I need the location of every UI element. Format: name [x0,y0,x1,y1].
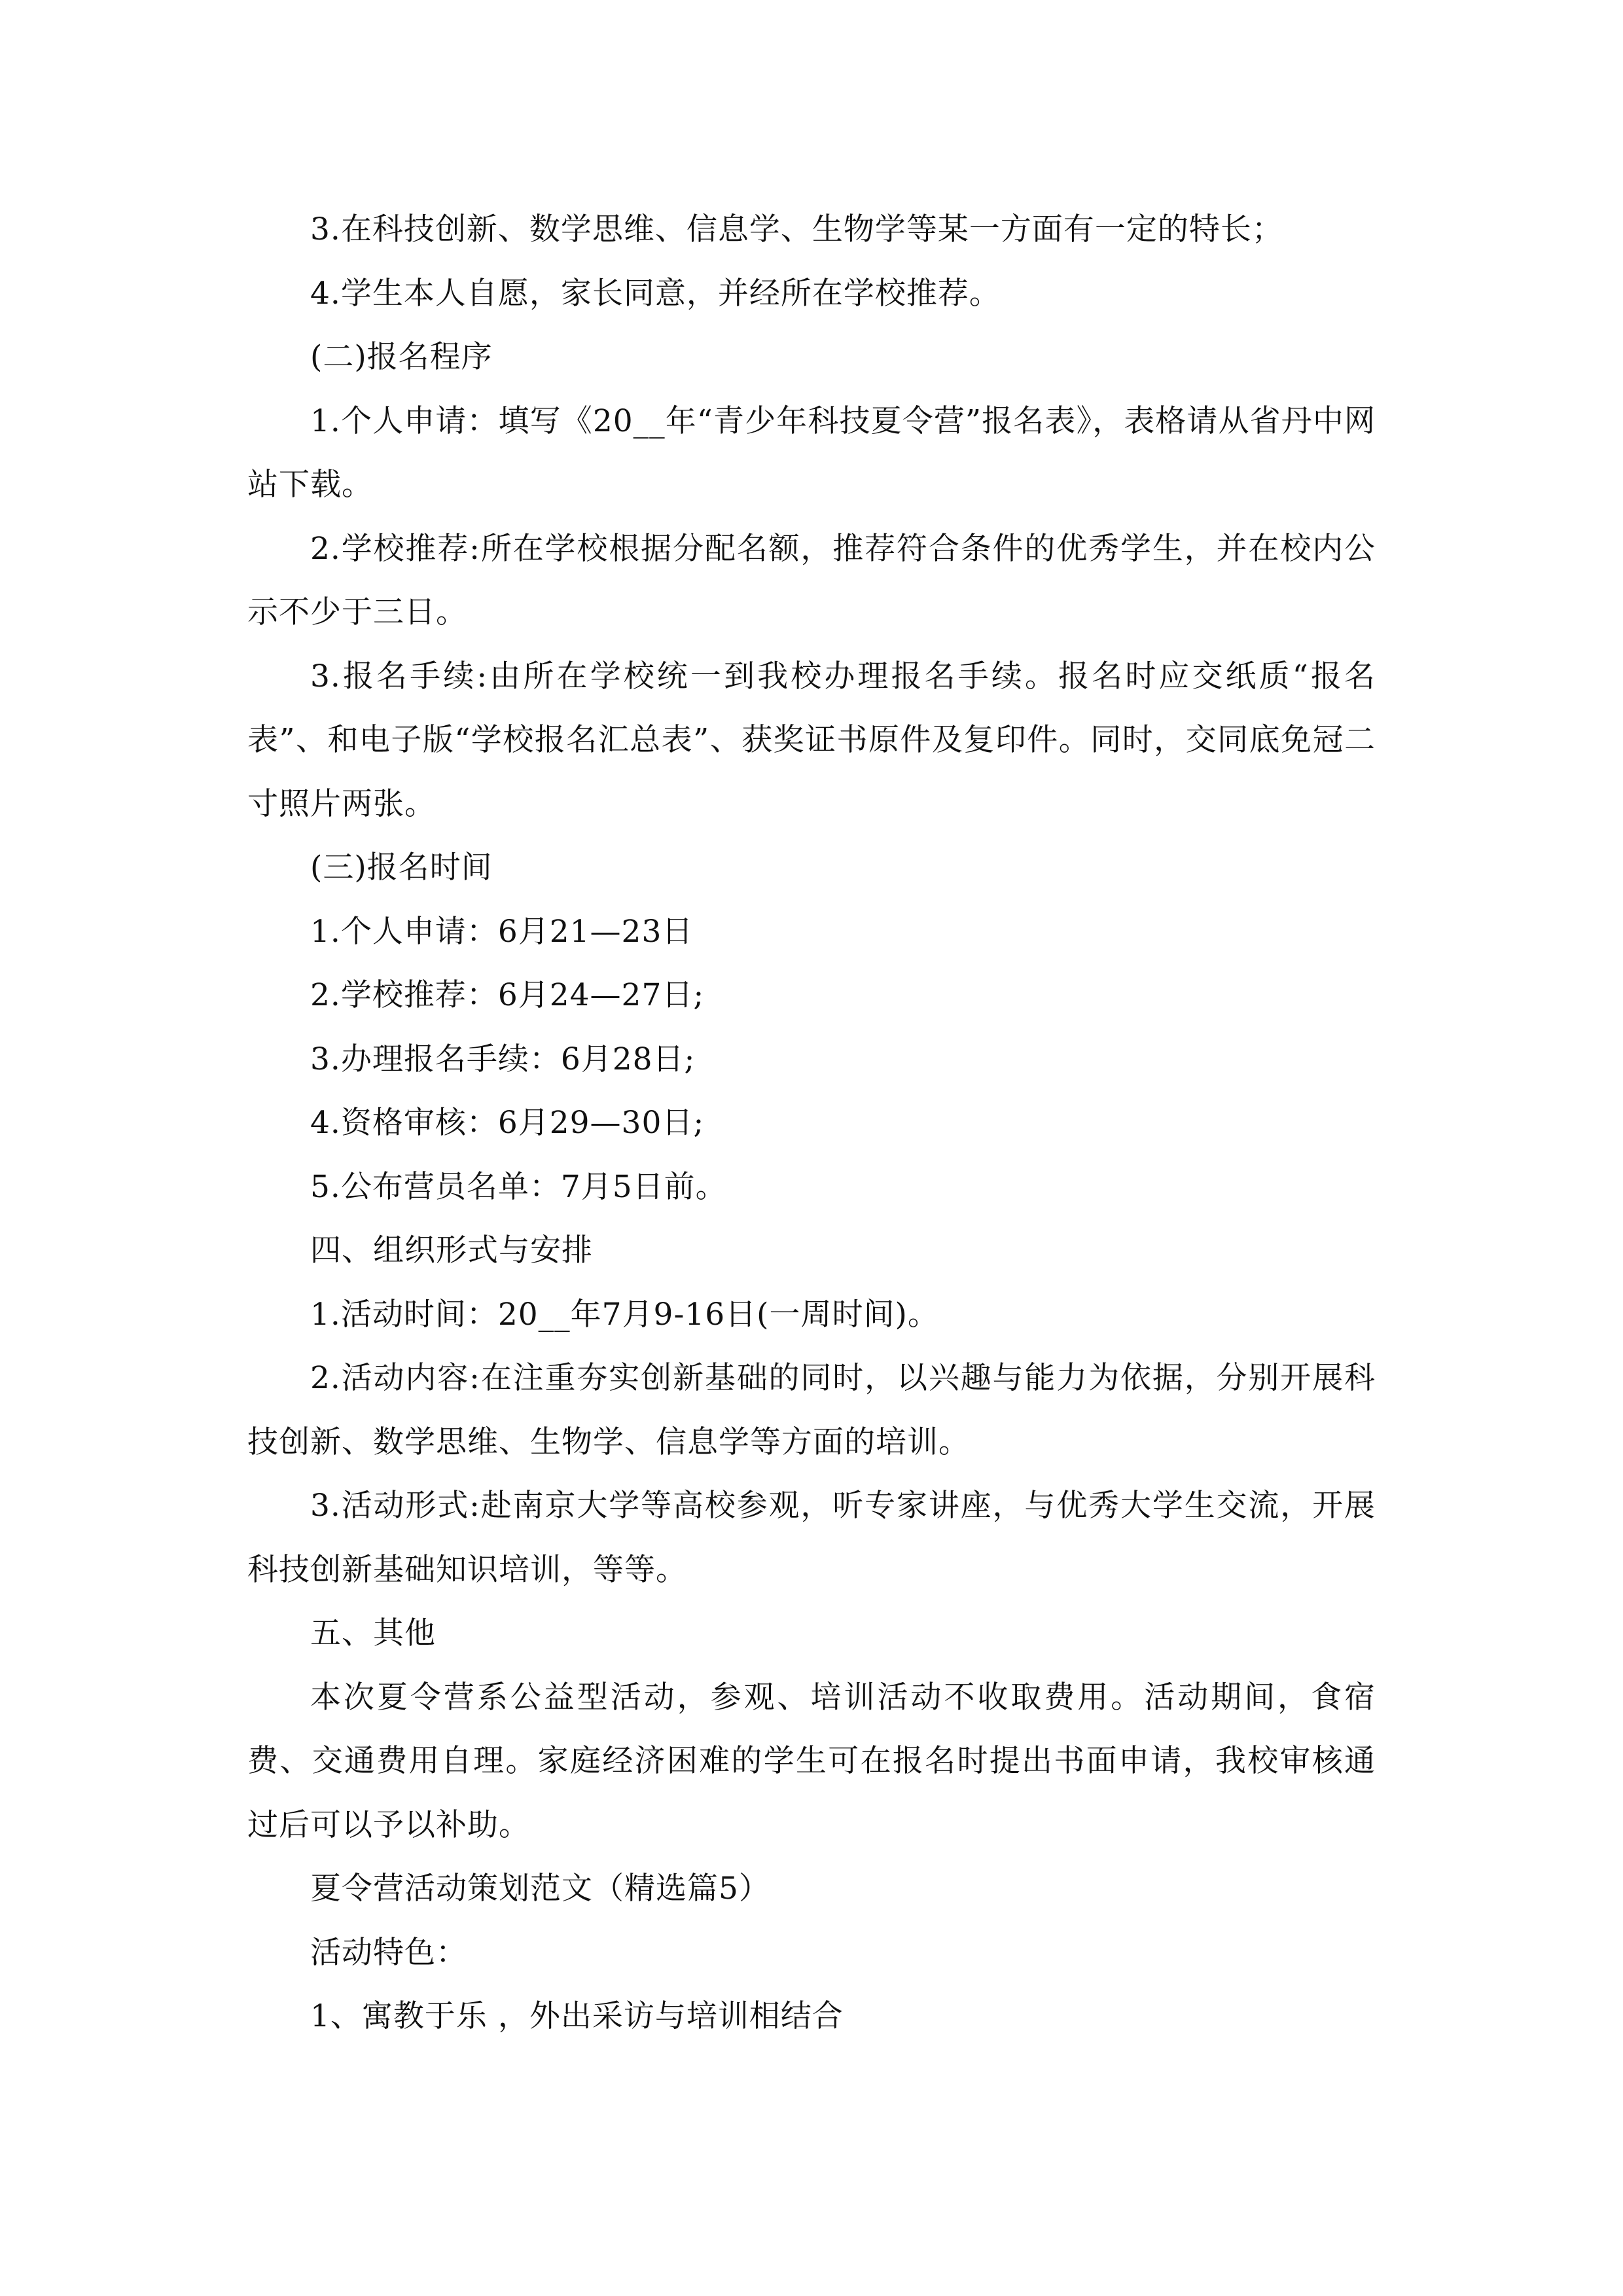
paragraph-time-4: 4.资格审核：6月29—30日; [310,1105,705,1141]
paragraph-feature-1: 1、寓教于乐 ，外出采访与培训相结合 [310,1998,844,2034]
paragraph-time-2: 2.学校推荐：6月24—27日; [310,977,705,1013]
section-heading-other: 五、其他 [310,1615,436,1651]
section-heading-registration-time: (三)报名时间 [310,850,493,886]
paragraph-other: 本次夏令营系公益型活动，参观、培训活动不收取费用。活动期间，食宿费、交通费用自理。家庭经济困难的学生可在报名时提出书面申请，我校审核通过后可以予以补助。 [247,1679,1376,1843]
paragraph-organization-2: 2.活动内容:在注重夯实创新基础的同时，以兴趣与能力为依据，分别开展科技创新、数学思维、生物学、信息学等方面的培训。 [247,1360,1376,1460]
paragraph-time-1: 1.个人申请：6月21—23日 [310,913,694,950]
paragraph-time-5: 5.公布营员名单：7月5日前。 [310,1168,727,1205]
paragraph-organization-3: 3.活动形式:赴南京大学等高校参观，听专家讲座，与优秀大学生交流，开展科技创新基础知识培训，等等。 [247,1488,1376,1588]
section-heading-organization: 四、组织形式与安排 [310,1232,593,1268]
document-body [247,198,1376,2049]
paragraph-eligibility-4: 4.学生本人自愿，家长同意，并经所在学校推荐。 [310,275,1001,312]
paragraph-organization-1: 1.活动时间：20__年7月9-16日(一周时间)。 [310,1296,939,1333]
article-title-part-5: 夏令营活动策划范文（精选篇5） [310,1871,770,1907]
paragraph-procedure-3: 3.报名手续:由所在学校统一到我校办理报名手续。报名时应交纸质“报名表”、和电子版“学校报名汇总表”、获奖证书原件及复印件。同时，交同底免冠二寸照片两张。 [247,658,1376,822]
paragraph-procedure-2: 2.学校推荐:所在学校根据分配名额，推荐符合条件的优秀学生，并在校内公示不少于三日。 [247,530,1376,630]
section-heading-features: 活动特色： [310,1934,467,1971]
paragraph-procedure-1: 1.个人申请：填写《20__年“青少年科技夏令营”报名表》，表格请从省丹中网站下载。 [247,403,1376,503]
paragraph-time-3: 3.办理报名手续：6月28日; [310,1041,696,1077]
paragraph-eligibility-3: 3.在科技创新、数学思维、信息学、生物学等某一方面有一定的特长； [310,211,1283,247]
section-heading-registration-procedure: (二)报名程序 [310,339,493,375]
